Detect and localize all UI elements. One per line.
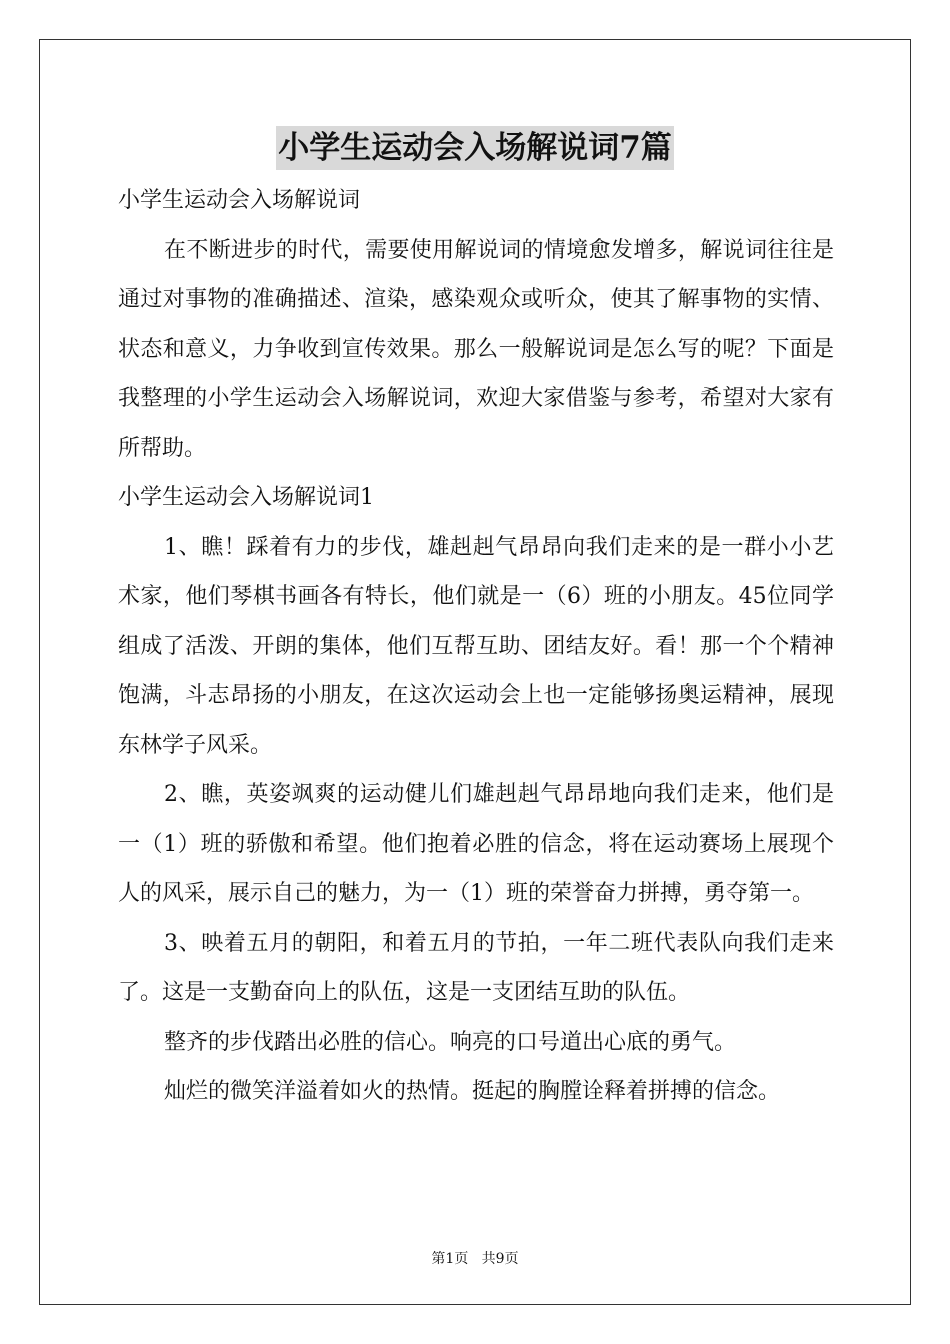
paragraph-line-1: 整齐的步伐踏出必胜的信心。响亮的口号道出心底的勇气。 [164,1029,737,1055]
paragraph-line-2: 灿烂的微笑洋溢着如火的热情。挺起的胸膛诠释着拼搏的信念。 [164,1079,781,1104]
page-number: 第1页 共9页 [431,1251,519,1267]
page-footer [0,1248,950,1268]
title-container [0,126,950,170]
paragraph-section-heading: 小学生运动会入场解说词1 [118,485,374,510]
paragraph-intro: 在不断进步的时代，需要使用解说词的情境愈发增多，解说词往往是通过对事物的准确描述、渲染，感染观众或听众，使其了解事物的实情、状态和意义，力争收到宣传效果。那么一般解说词是怎么写的呢？下面是我整理的小学生运动会入场解说词，欢迎大家借鉴与参考，希望对大家有所帮助。 [118,237,834,461]
paragraph-item-1: 1、瞧！踩着有力的步伐，雄赳赳气昂昂向我们走来的是一群小小艺术家，他们琴棋书画各有特长，他们就是一（6）班的小朋友。45位同学组成了活泼、开朗的集体，他们互帮互助、团结友好。看！那一个个精神饱满，斗志昂扬的小朋友，在这次运动会上也一定能够扬奥运精神，展现东林学子风采。 [118,534,834,758]
paragraph-heading: 小学生运动会入场解说词 [118,188,361,213]
document-body [118,176,834,1117]
document-title: 小学生运动会入场解说词7篇 [276,126,674,170]
paragraph-item-2: 2、瞧，英姿飒爽的运动健儿们雄赳赳气昂昂地向我们走来，他们是一（1）班的骄傲和希望。他们抱着必胜的信念，将在运动赛场上展现个人的风采，展示自己的魅力，为一（1）班的荣誉奋力拼搏，勇夺第一。 [118,782,834,906]
paragraph-item-3: 3、映着五月的朝阳，和着五月的节拍，一年二班代表队向我们走来了。这是一支勤奋向上的队伍，这是一支团结互助的队伍。 [118,930,834,1005]
